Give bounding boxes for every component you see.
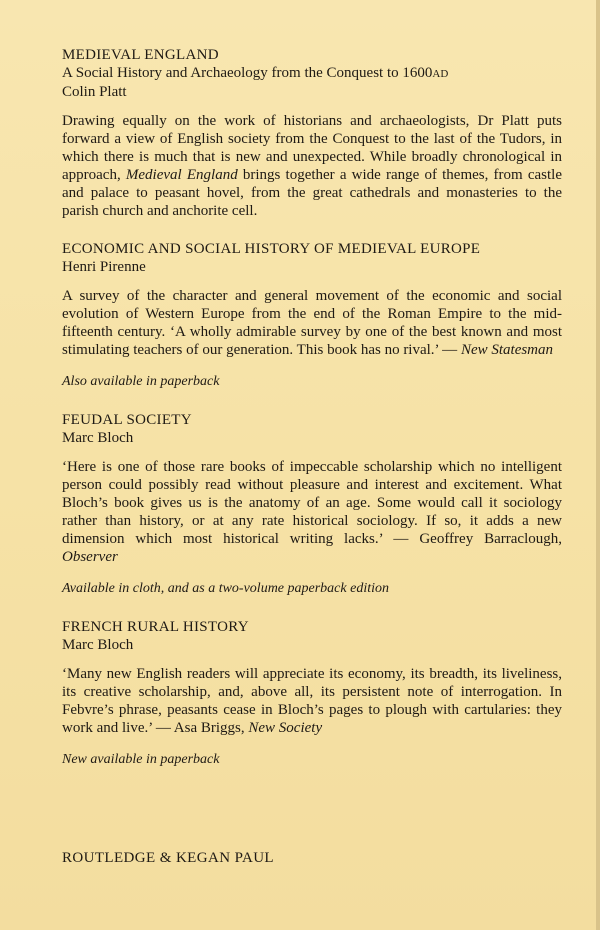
description-text: Drawing equally on the work of historians and archaeologists, Dr Platt puts forward a view of English society from the Conquest to the last of the Tudors, in which there is much that is new and unexpected. While broadly chronological in approach, (62, 113, 562, 183)
book-entry-french-rural-history (62, 618, 562, 769)
review-source: New Statesman (460, 342, 554, 358)
description-text-end: brings together a wide range of themes, from castle and palace to peasant hovel, from the great cathedrals and monasteries to the parish church and anchorite cell. (62, 167, 563, 219)
subtitle-text: A Social History and Archaeology from the Conquest to 1600 (62, 65, 433, 81)
book-entry-economic-social-history (62, 240, 562, 391)
book-entry-medieval-england (62, 46, 562, 220)
description-text: ‘Here is one of those rare books of impeccable scholarship which no intelligent person could possibly read without pleasure and interest and excitement. What Bloch’s book gives us is the anatomy of an age. Some would call it sociology rather than history, or at any rate historical sociology. If so, it adds a new dimension which most historical writing lacks.’ — Geoffrey Barraclough, (62, 459, 562, 547)
availability-note: New available in paperback (62, 752, 220, 767)
book-description (62, 112, 562, 220)
review-source: New Society (248, 720, 323, 736)
description-text: A survey of the character and general movement of the economic and social evolution of Western Europe from the end of the Roman Empire to the mid-fifteenth century. ‘A wholly admirable survey by one of the best known and most stimulating teachers of our generation. This book has no rival.’ — (62, 288, 562, 358)
availability-note: Available in cloth, and as a two-volume paperback edition (62, 581, 389, 596)
book-title: ECONOMIC AND SOCIAL HISTORY OF MEDIEVAL EUROPE (62, 241, 481, 257)
description-text: ‘Many new English readers will appreciate its economy, its breadth, its liveliness, its creative scholarship, and, above all, its persistent note of interrogation. In Febvre’s phrase, peasants cease in Bloch’s pages to plough with cartularies: they work and live.’ — Asa Briggs, (62, 666, 562, 736)
book-title: FRENCH RURAL HISTORY (62, 619, 249, 635)
book-author: Marc Bloch (62, 637, 134, 653)
review-source: Observer (62, 549, 118, 565)
book-description (62, 458, 562, 566)
book-author: Colin Platt (62, 84, 127, 100)
book-author: Henri Pirenne (62, 259, 146, 275)
book-description (62, 665, 562, 737)
book-title: FEUDAL SOCIETY (62, 412, 192, 428)
description-emphasis: Medieval England (125, 167, 238, 183)
book-subtitle (62, 64, 562, 83)
book-description (62, 287, 562, 359)
book-title: MEDIEVAL ENGLAND (62, 47, 219, 63)
publisher-name: ROUTLEDGE & KEGAN PAUL (62, 850, 274, 866)
availability-note: Also available in paperback (62, 374, 220, 389)
subtitle-suffix: AD (432, 68, 449, 80)
book-author: Marc Bloch (62, 430, 134, 446)
book-list (62, 46, 562, 779)
book-entry-feudal-society (62, 411, 562, 598)
